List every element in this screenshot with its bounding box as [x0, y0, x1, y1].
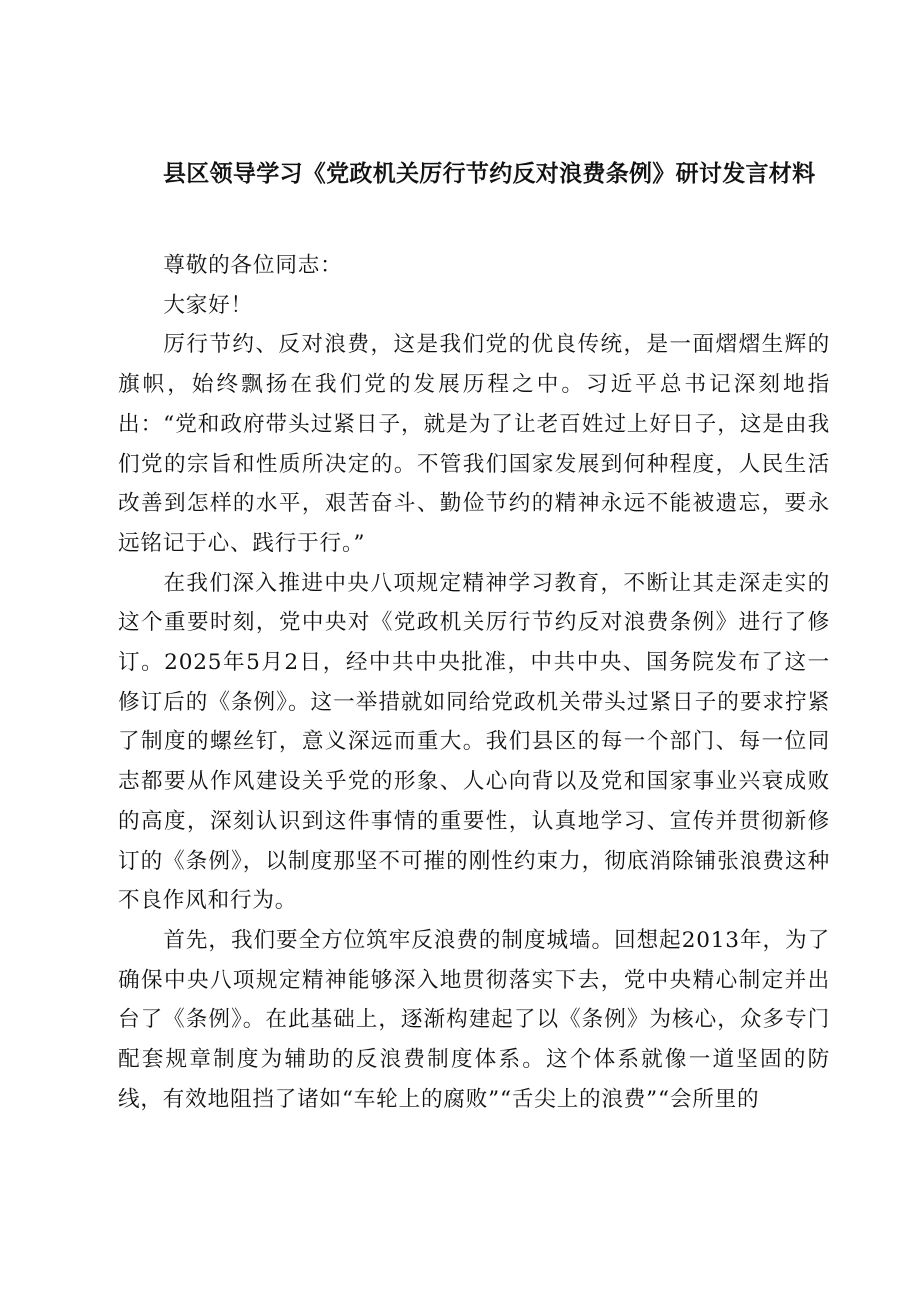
- document-body: [118, 246, 830, 1119]
- paragraph-3: 首先，我们要全方位筑牢反浪费的制度城墙。回想起2013年，为了确保中央八项规定精神能够深入地贯彻落实下去，党中央精心制定并出台了《条例》。在此基础上，逐渐构建起了以《条例》为核心，众多专门配套规章制度为辅助的反浪费制度体系。这个体系就像一道坚固的防线，有效地阻挡了诸如“车轮上的腐败”“舌尖上的浪费”“会所里的: [118, 927, 830, 1112]
- paragraph-1: 厉行节约、反对浪费，这是我们党的优良传统，是一面熠熠生辉的旗帜，始终飘扬在我们党的发展历程之中。习近平总书记深刻地指出：“党和政府带头过紧日子，就是为了让老百姓过上好日子，这是由我们党的宗旨和性质所决定的。不管我们国家发展到何种程度，人民生活改善到怎样的水平，艰苦奋斗、勤俭节约的精神永远不能被遗忘，要永远铭记于心、践行于行。”: [118, 332, 830, 556]
- salutation: 尊敬的各位同志：: [163, 253, 343, 278]
- greeting: 大家好！: [163, 292, 253, 318]
- paragraph-2: 在我们深入推进中央八项规定精神学习教育，不断让其走深走实的这个重要时刻，党中央对《党政机关厉行节约反对浪费条例》进行了修订。2025年5月2日，经中共中央批准，中共中央、国务院发布了这一修订后的《条例》。这一举措就如同给党政机关带头过紧日子的要求拧紧了制度的螺丝钉，意义深远而重大。我们县区的每一个部门、每一位同志都要从作风建设关乎党的形象、人心向背以及党和国家事业兴衰成败的高度，深刻认识到这件事情的重要性，认真地学习、宣传并贯彻新修订的《条例》，以制度那坚不可摧的刚性约束力，彻底消除铺张浪费这种不良作风和行为。: [118, 570, 830, 914]
- document-title: 县区领导学习《党政机关厉行节约反对浪费条例》研讨发言材料: [163, 161, 816, 187]
